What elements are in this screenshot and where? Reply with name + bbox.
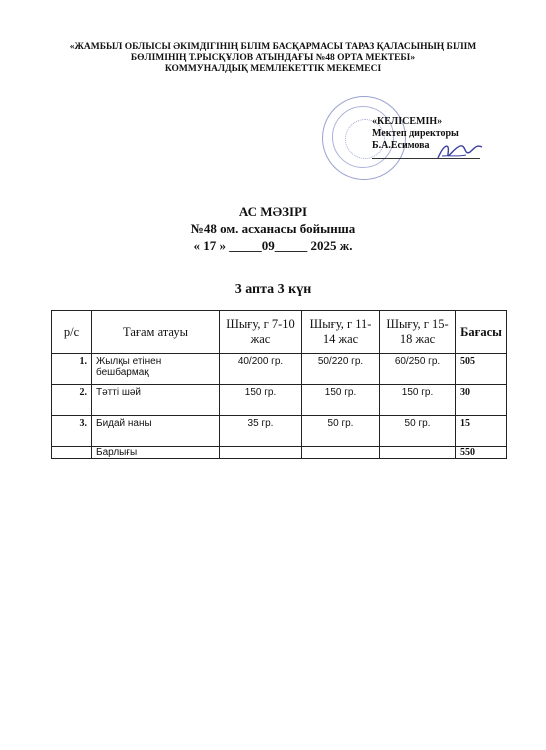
row-price: 30 <box>456 385 507 416</box>
row-portion-7-10: 150 гр. <box>220 385 302 416</box>
table-total-row <box>52 447 507 459</box>
row-portion-7-10: 40/200 гр. <box>220 354 302 385</box>
table-row <box>52 354 507 385</box>
menu-date: « 17 » _____09_____ 2025 ж. <box>193 238 353 253</box>
header-line-1: «ЖАМБЫЛ ОБЛЫСЫ ӘКІМДІГІНІҢ БІЛІМ БАСҚАРМАСЫ ТАРАЗ ҚАЛАСЫНЫҢ БІЛІМ <box>69 42 477 52</box>
table-row <box>52 416 507 447</box>
row-num: 3. <box>52 416 92 447</box>
row-portion-7-10: 35 гр. <box>220 416 302 447</box>
menu-title-block <box>120 203 426 254</box>
row-portion-11-14: 150 гр. <box>302 385 380 416</box>
header-num: р/с <box>52 311 92 354</box>
institution-header <box>40 42 506 75</box>
menu-subtitle: №48 ом. асханасы бойынша <box>190 221 356 236</box>
header-age-11-14: Шығу, г 11-14 жас <box>302 311 380 354</box>
row-num: 2. <box>52 385 92 416</box>
total-empty-age2 <box>302 447 380 459</box>
row-price: 15 <box>456 416 507 447</box>
total-empty-age3 <box>380 447 456 459</box>
header-age-15-18: Шығу, г 15-18 жас <box>380 311 456 354</box>
header-age-7-10: Шығу, г 7-10 жас <box>220 311 302 354</box>
header-line-3: КОММУНАЛДЫҚ МЕМЛЕКЕТТІК МЕКЕМЕСІ <box>164 64 382 74</box>
header-price: Бағасы <box>456 311 507 354</box>
total-price: 550 <box>456 447 507 459</box>
row-num: 1. <box>52 354 92 385</box>
approval-label: «КЕЛІСЕМІН» <box>372 116 443 127</box>
row-portion-15-18: 60/250 гр. <box>380 354 456 385</box>
week-day-label: 3 апта 3 күн <box>234 282 312 297</box>
row-dish-name: Жылқы етінен бешбармақ <box>92 354 220 385</box>
row-dish-name: Тәтті шәй <box>92 385 220 416</box>
row-dish-name: Бидай наны <box>92 416 220 447</box>
header-line-2: БӨЛІМІНІҢ Т.РЫСҚҰЛОВ АТЫНДАҒЫ №48 ОРТА МЕКТЕБІ» <box>130 53 416 63</box>
header-name: Тағам атауы <box>92 311 220 354</box>
approval-position: Мектеп директоры <box>372 128 459 139</box>
approval-name: Б.А.Есимова <box>372 140 430 151</box>
menu-title: АС МӘЗІРІ <box>238 204 308 219</box>
total-empty-num <box>52 447 92 459</box>
table-header-row <box>52 311 507 354</box>
menu-table <box>51 310 507 459</box>
row-portion-15-18: 150 гр. <box>380 385 456 416</box>
total-empty-age1 <box>220 447 302 459</box>
row-portion-11-14: 50 гр. <box>302 416 380 447</box>
handwritten-signature-icon <box>436 138 484 164</box>
row-price: 505 <box>456 354 507 385</box>
total-label: Барлығы <box>92 447 220 459</box>
row-portion-11-14: 50/220 гр. <box>302 354 380 385</box>
table-row <box>52 385 507 416</box>
row-portion-15-18: 50 гр. <box>380 416 456 447</box>
